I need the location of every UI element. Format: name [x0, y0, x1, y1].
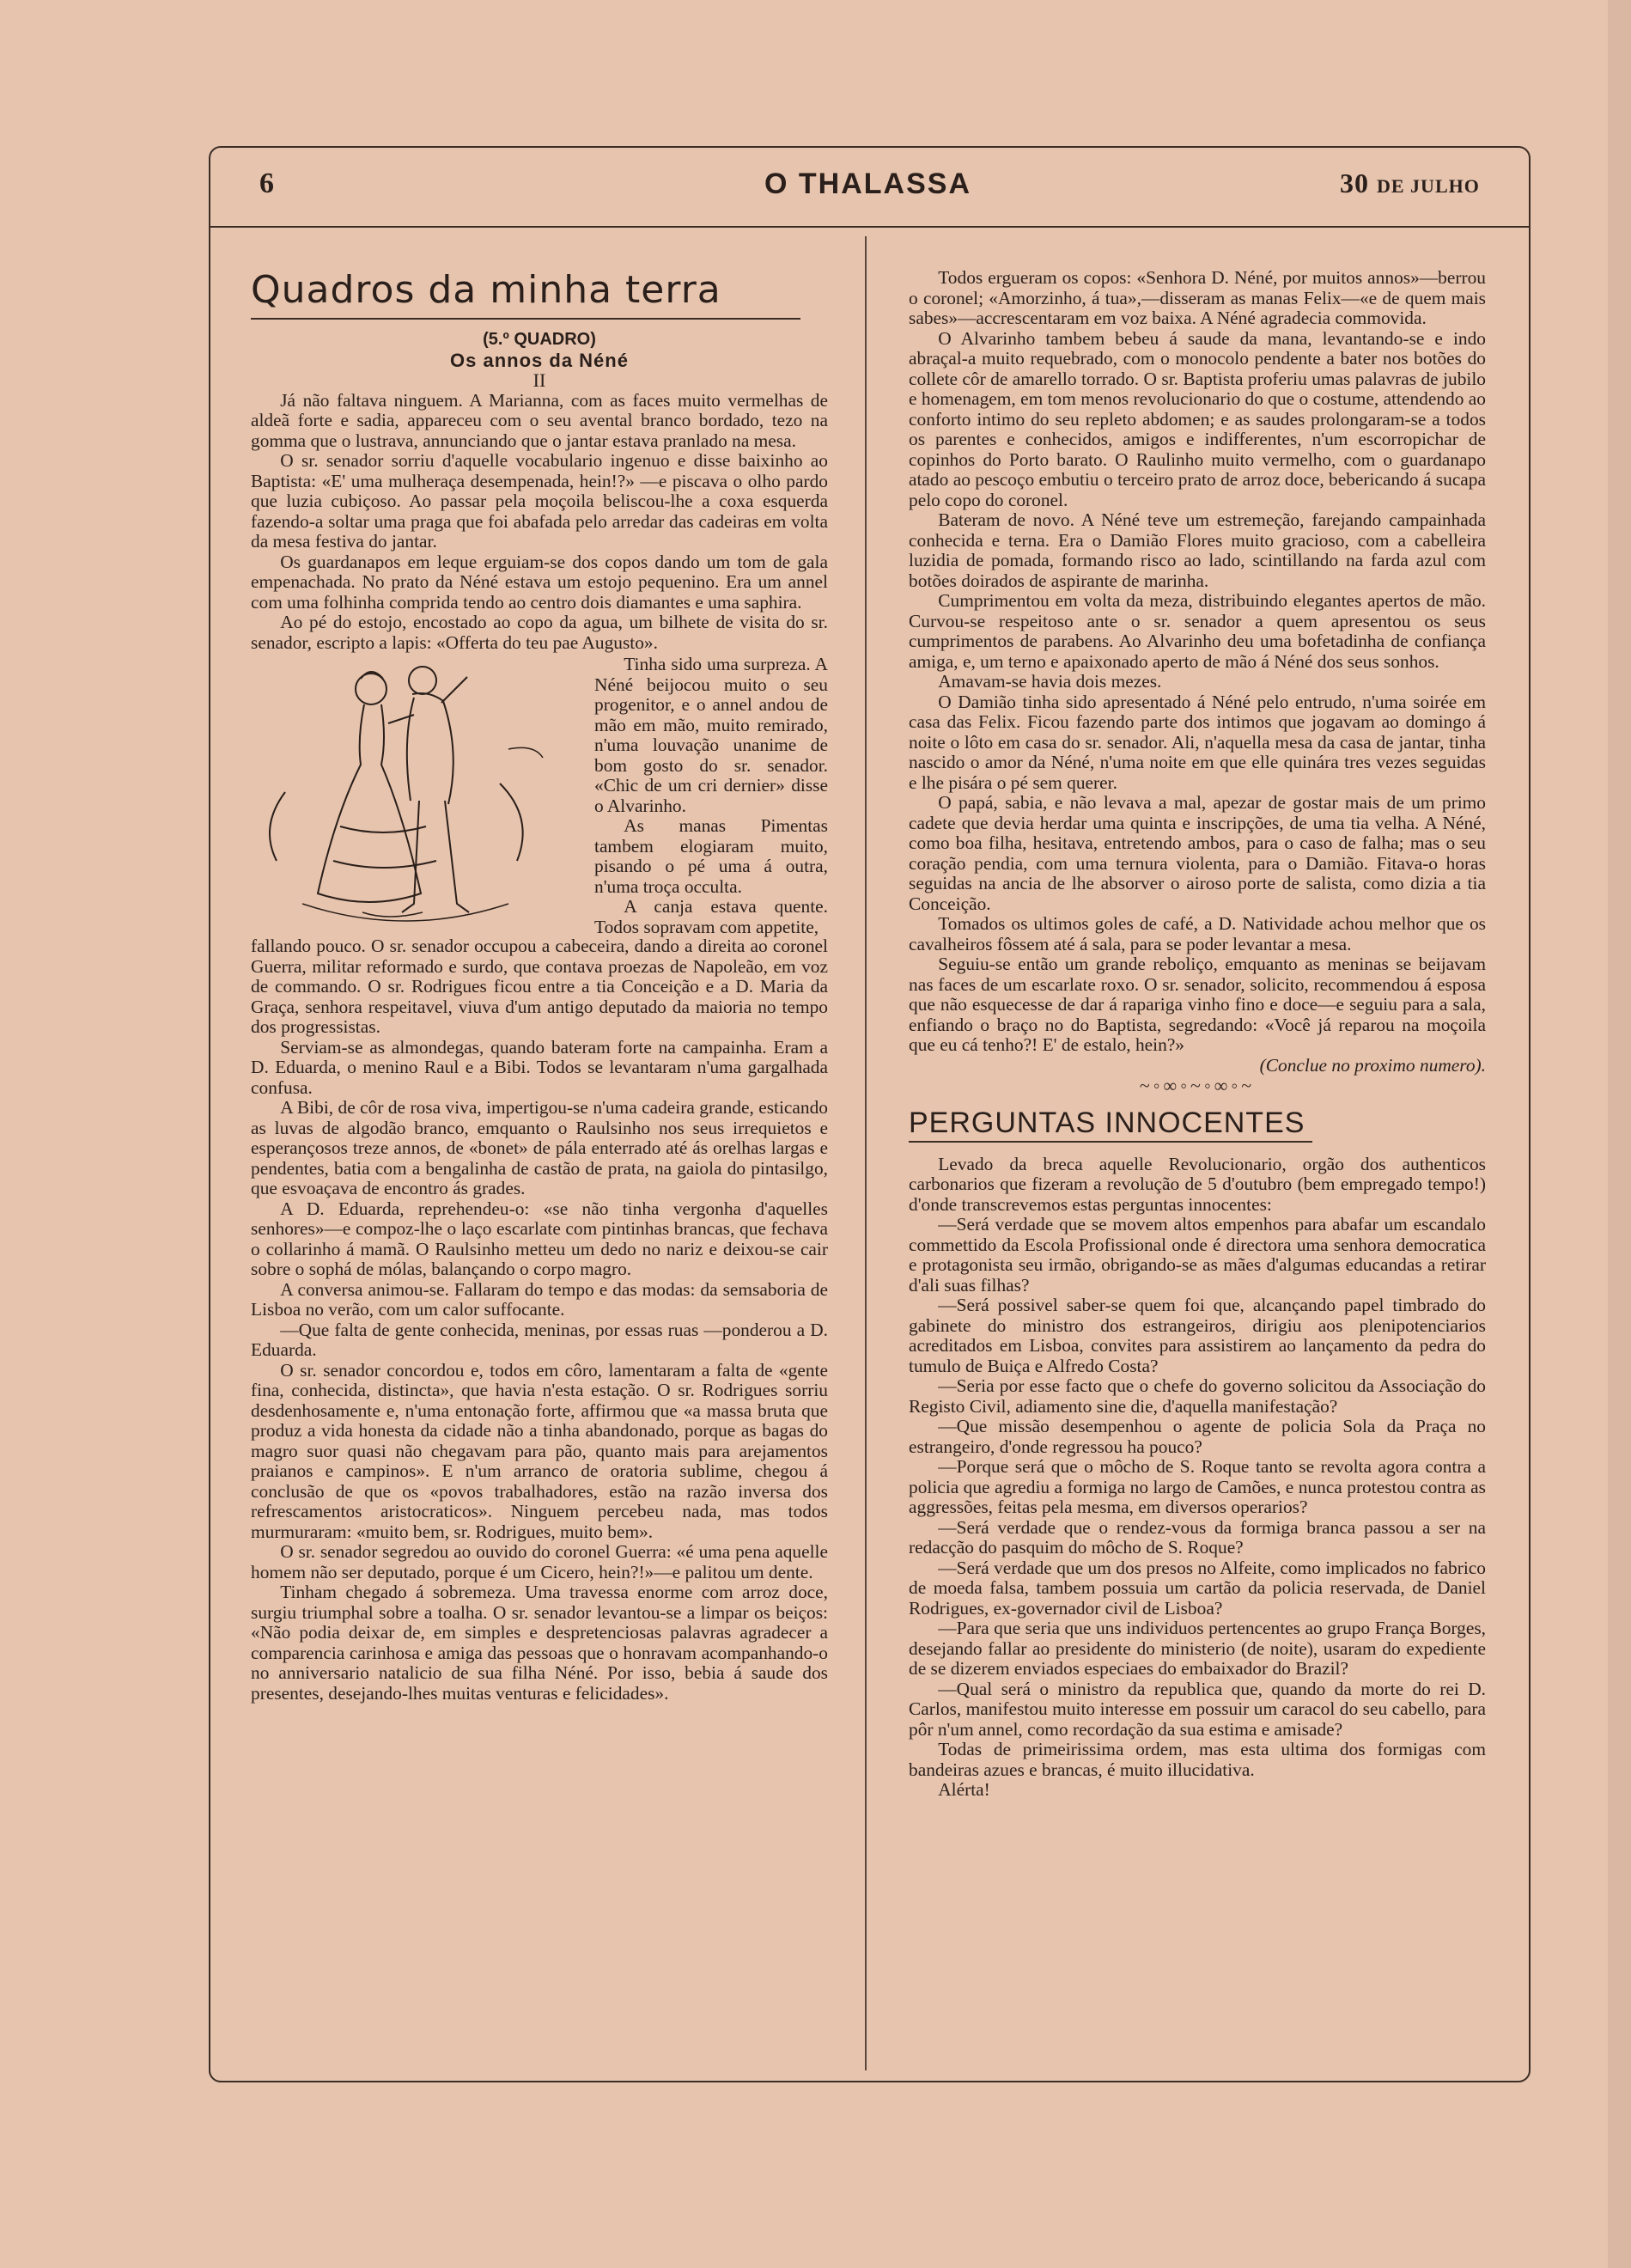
paragraph: A conversa animou-se. Fallaram do tempo e das modas: da semsaboria de Lisboa no verão, com um calor suffocante. — [251, 1278, 828, 1320]
paragraph: —Que falta de gente conhecida, meninas, por essas ruas —ponderou a D. Eduarda. — [251, 1319, 828, 1360]
question-item: —Será verdade que o rendez-vous da formiga branca passou a ser na redacção do pasquim do môcho de S. Roque? — [909, 1516, 1486, 1558]
section-title: PERGUNTAS INNOCENTES — [909, 1106, 1305, 1139]
paragraph: Todos ergueram os copos: «Senhora D. Néné, por muitos annos»—berrou o coronel; «Amorzinho, á tua»,—disseram as manas Felix—«e de quem mais sabes»—accrescentaram em voz baixa. A Néné agradecia commovida. — [909, 267, 1486, 328]
article-part: (5.º QUADRO) — [483, 330, 596, 349]
dancing-couple-illustration — [251, 655, 577, 936]
paragraph: O sr. senador segredou ao ouvido do coronel Guerra: «é uma pena aquelle homem não ser deputado, porque é um Cicero, hein?!»—e palitou um dente. — [251, 1541, 828, 1582]
paragraph: Ao pé do estojo, encostado ao copo da agua, um bilhete de visita do sr. senador, escripto a lapis: «Offerta do teu pae Augusto». — [251, 612, 828, 653]
issue-date — [1340, 168, 1480, 199]
masthead-title: O THALASSA — [764, 168, 971, 200]
right-column — [909, 268, 1486, 1801]
paper-edge — [1608, 0, 1631, 2268]
date-day: 30 — [1340, 168, 1369, 198]
paragraph: Seguiu-se então um grande reboliço, emquanto as meninas se beijavam nas faces de um escarlate roxo. O sr. senador, solicito, recommendou á esposa que não esquecesse de dar á rapariga vinho fino e doce—e seguiu para a sala, enfiando o braço no do Baptista, segredando: «Você já reparou na moçoila que eu cá tenho?! E' de estalo, hein?» — [909, 954, 1486, 1055]
ornament-divider: ~◦∞◦~◦∞◦~ — [1139, 1075, 1256, 1096]
paragraph: O papá, sabia, e não levava a mal, apezar de gostar mais de um primo cadete que devia herdar uma quinta e inscripções, de uma tia velha. A Néné, como boa filha, hesitava, entretendo ambos, para o caso de falha; mas o seu coração pendia, com uma ternura violenta, para o Damião. Fitava-o horas seguidas na ancia de lhe absorver o airoso porte de salista, como dizia a tia Conceição. — [909, 792, 1486, 914]
paragraph: Amavam-se havia dois mezes. — [938, 671, 1162, 692]
paragraph: Tinha sido uma surpreza. A Néné beijocou muito o seu progenitor, e o annel andou de mão em mão, muito remirado, n'uma louvação unanime de bom gosto do sr. senador. «Chic de um cri dernier» disse o Alvarinho. — [594, 654, 828, 816]
date-month: DE JULHO — [1377, 175, 1480, 197]
paragraph: Já não faltava ninguem. A Marianna, com as faces muito vermelhas de aldeã forte e sadia, appareceu com o seu avental branco bordado, tezo na gomma que o lustrava, annunciando que o jantar estava pranlado na mesa. — [251, 389, 828, 451]
question-item: —Seria por esse facto que o chefe do governo solicitou da Associação do Registo Civil, adiamento sine die, d'aquella manifestação? — [909, 1375, 1486, 1417]
paragraph: A D. Eduarda, reprehendeu-o: «se não tinha vergonha d'aquelles senhores»—e compoz-lhe o laço escarlate com pintinhas brancas, que fechava o collarinho á mamã. O Raulsinho metteu um dedo no nariz e deixou-se cair sobre o sophá de mólas, balançando o corpo magro. — [251, 1198, 828, 1279]
paragraph: Serviam-se as almondegas, quando bateram forte na campainha. Eram a D. Eduarda, o menino Raul e a Bibi. Todos se levantaram n'uma gargalhada confusa. — [251, 1036, 828, 1098]
illustration-side-text — [594, 655, 828, 937]
question-item: —Porque será que o môcho de S. Roque tanto se revolta agora contra a policia que agrediu a formiga no largo de Camões, e nunca protestou contra as aggressões, feitas pela mesma, em diversos operarios? — [909, 1456, 1486, 1517]
paragraph: O Alvarinho tambem bebeu á saude da mana, levantando-se e indo abraçal-a muito requebrado, com o monocolo pendente a bater nos botões do collete côr de amarello torrado. O sr. Baptista proferiu umas palavras de jubilo e homenagem, em tom menos revolucionario do que o costume, attendendo ao conforto intimo do seu repleto abdomen; e as saudes prolongaram-se a todos os parentes e conhecidos, amigos e indifferentes, n'um escorropichar de copinhos do Porto barato. O Raulinho muito vermelho, com o guardanapo atado ao pescoço embutiu o terceiro prato de arroz doce, bebericando á sucapa pelo copo do coronel. — [909, 327, 1486, 510]
page-number: 6 — [259, 168, 275, 199]
question-item: —Para que seria que uns individuos pertencentes ao grupo França Borges, desejando fallar ao presidente do ministerio (de noite), usaram do expediente de se dizerem enviados especiaes do embaixador do Brazil? — [909, 1618, 1486, 1679]
header-rule — [209, 226, 1531, 228]
paragraph: A Bibi, de côr de rosa viva, impertigou-se n'uma cadeira grande, esticando as luvas de algodão branco, emquanto o Raulsinho nos seus irrequietos e esperançosos treze annos, de «bonet» de pála enterrado até ás orelhas largas e pendentes, batia com a bengalinha de castão de prata, na gaiola do pintasilgo, que esvoaçava de encontro ás grades. — [251, 1097, 828, 1198]
article-subtitle: Os annos da Néné — [450, 349, 629, 371]
paragraph: O sr. senador sorriu d'aquelle vocabulario ingenuo e disse baixinho ao Baptista: «E' uma mulheraça desempenada, hein!?» —e piscava o olho pardo que luzia cubiçoso. Ao passar pela moçoila beliscou-lhe a coxa esquerda fazendo-a soltar uma praga que foi abafada pelo arredar das cadeiras em volta da mesa festiva do jantar. — [251, 450, 828, 552]
chapter-number: II — [533, 369, 546, 391]
left-column — [251, 268, 828, 1704]
continued-note: (Conclue no proximo numero). — [1259, 1054, 1486, 1076]
paragraph: Os guardanapos em leque erguiam-se dos copos dando um tom de gala empenachada. No prato da Néné estava um estojo pequenino. Era um annel com uma folhinha comprida tendo ao centro dois diamantes e uma saphira. — [251, 551, 828, 613]
paragraph: O sr. senador concordou e, todos em côro, lamentaram a falta de «gente fina, conhecida, distincta», que havia n'esta estação. O sr. Rodrigues sorriu desdenhosamente e, n'uma entonação forte, affirmou que «a massa bruta que produz a vida honesta da cidade não a tinha abandonado, porque as bagas do magro suor quasi não chegavam para pão, quanto mais para arejamentos praianos e campinos». E n'um arranco de oratoria sublime, chegou á conclusão de que os «povos trabalhadores, estão na razão inversa dos refrescamentos aristocraticos». Ninguem percebeu nada, mas todos murmuraram: «muito bem, sr. Rodrigues, muito bem». — [251, 1359, 828, 1542]
column-rule — [865, 236, 867, 2070]
section-rule — [909, 1141, 1312, 1143]
title-rule — [251, 318, 800, 320]
sign-off: Alérta! — [938, 1779, 990, 1800]
paragraph: As manas Pimentas tambem elogiaram muito, pisando o pé uma á outra, n'uma troça occulta. — [594, 815, 828, 897]
paragraph: Todas de primeirissima ordem, mas esta ultima dos formigas com bandeiras azues e brancas, é muito illucidativa. — [909, 1739, 1486, 1780]
question-item: —Será possivel saber-se quem foi que, alcançando papel timbrado do gabinete do ministro dos estrangeiros, dirigiu aos plenipotenciarios acreditados em Lisboa, convites para assistirem ao lançamento da pedra do tumulo de Buiça e Alfredo Costa? — [909, 1295, 1486, 1376]
paragraph: O Damião tinha sido apresentado á Néné pelo entrudo, n'uma soirée em casa das Felix. Ficou fazendo parte dos intimos que jogavam ao domingo á noite o lôto em casa do sr. senador. Ali, n'aquella mesa da casa de jantar, tinha nascido o amor da Néné, n'uma noite em que elle quinára tres vezes seguidas e lhe pisára o pé sem querer. — [909, 691, 1486, 793]
question-item: —Que missão desempenhou o agente de policia Sola da Praça no estrangeiro, d'onde regressou ha pouco? — [909, 1416, 1486, 1457]
question-item: —Será verdade que um dos presos no Alfeite, como implicados no fabrico de moeda falsa, tambem possuia um cartão da policia reservada, de Daniel Rodrigues, ex-governador civil de Lisboa? — [909, 1557, 1486, 1619]
paragraph: Levado da breca aquelle Revolucionario, orgão dos authenticos carbonarios que fizeram a revolução de 5 d'outubro (bem empregado tempo!) d'onde transcrevemos estas perguntas innocentes: — [909, 1153, 1486, 1215]
paragraph: Tinham chegado á sobremeza. Uma travessa enorme com arroz doce, surgiu triumphal sobre a toalha. O sr. senador levantou-se a limpar os beiços: «Não podia deixar de, em simples e despretenciosas palavras agradecer a comparencia carinhosa e amiga das pessoas que o honravam acompanhando-o no anniversario natalicio de sua filha Néné. Por isso, bebia á saude dos presentes, desejando-lhes muitas venturas e felicidades». — [251, 1582, 828, 1704]
illustration-block — [251, 655, 828, 936]
question-item: —Qual será o ministro da republica que, quando da morte do rei D. Carlos, manifestou muito interesse em possuir um caracol do seu cabello, para pôr n'um annel, como recordação da sua estima e amisade? — [909, 1678, 1486, 1740]
article-title: Quadros da minha terra — [251, 268, 721, 312]
paragraph: Bateram de novo. A Néné teve um estremeção, farejando campainhada conhecida e terna. Era o Damião Flores muito gracioso, com a cabelleira luzidia de pomada, formando risco ao lado, scintillando na farda azul com botões doirados de aspirante de marinha. — [909, 509, 1486, 591]
paragraph: Tomados os ultimos goles de café, a D. Natividade achou melhor que os cavalheiros fôssem até á sala, para se poder levantar a mesa. — [909, 913, 1486, 954]
paragraph: A canja estava quente. Todos sopravam com appetite, — [594, 896, 828, 937]
question-item: —Será verdade que se movem altos empenhos para abafar um escandalo commettido da Escola Profissional onde é directora uma senhora democratica e protagonista seu irmão, obrigando-se as mães d'algumas educandas a retirar d'ali suas filhas? — [909, 1214, 1486, 1296]
paragraph: Cumprimentou em volta da meza, distribuindo elegantes apertos de mão. Curvou-se respeitoso ante o sr. senador a quem apresentou os seus cumprimentos de parabens. Ao Alvarinho deu uma bofetadinha de confiança amiga, e, um terno e apaixonado aperto de mão á Néné dos seus sonhos. — [909, 590, 1486, 672]
paragraph: fallando pouco. O sr. senador occupou a cabeceira, dando a direita ao coronel Guerra, militar reformado e surdo, que contava proezas de Napoleão, em voz de commando. O sr. Rodrigues ficou entre a tia Conceição e a D. Maria da Graça, senhora respeitavel, viuva d'um antigo deputado da maioria no tempo dos progressistas. — [251, 936, 828, 1037]
